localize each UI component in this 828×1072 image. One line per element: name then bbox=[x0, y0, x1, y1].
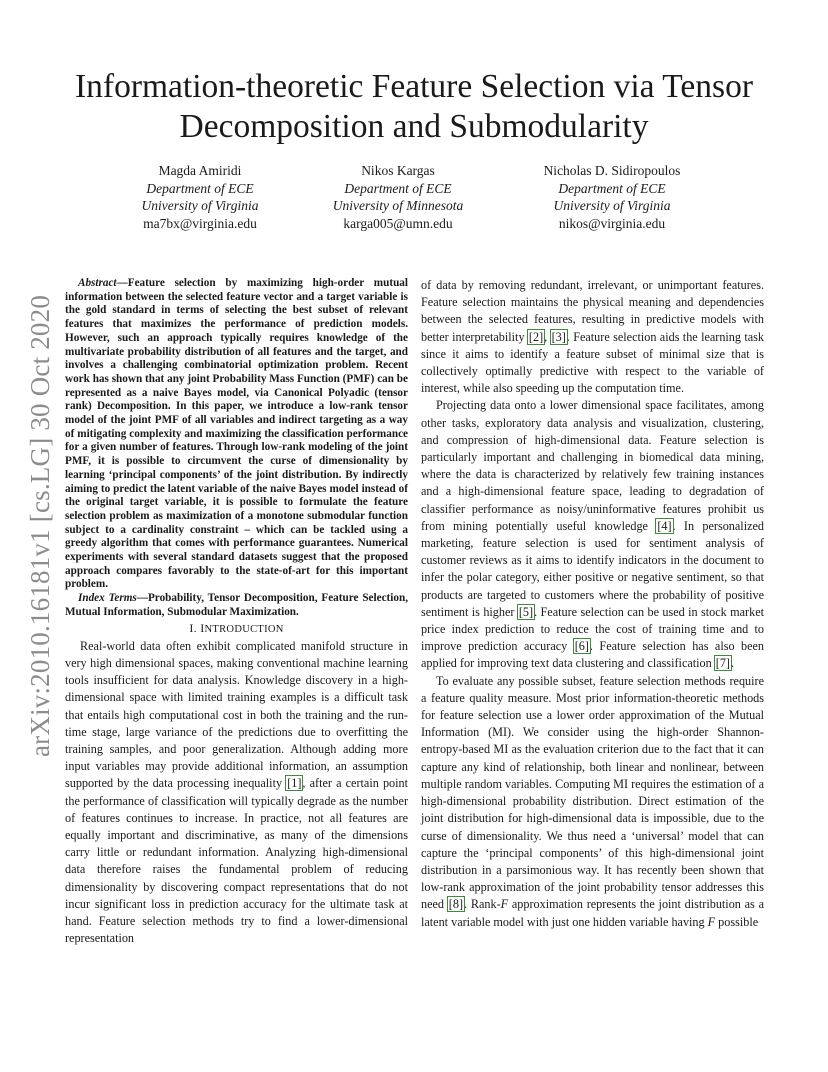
citation-link[interactable]: [1] bbox=[287, 776, 302, 791]
citation-link[interactable]: [6] bbox=[574, 639, 589, 654]
title-line-1: Information-theoretic Feature Selection via Tensor bbox=[75, 68, 753, 105]
section-number: I. bbox=[189, 620, 201, 635]
author-email[interactable]: karga005@umn.edu bbox=[343, 215, 453, 231]
math-symbol: F bbox=[500, 897, 509, 912]
author-university: University of Virginia bbox=[141, 198, 259, 213]
citation-link[interactable]: [5] bbox=[518, 604, 534, 619]
right-column bbox=[421, 277, 764, 931]
abstract-paragraph bbox=[65, 277, 408, 592]
arxiv-watermark: arXiv:2010.16181v1 [cs.LG] 30 Oct 2020 bbox=[25, 294, 55, 757]
body-text: possible bbox=[715, 914, 759, 929]
author-email[interactable]: ma7bx@virginia.edu bbox=[143, 215, 257, 231]
section-heading bbox=[65, 620, 408, 638]
author-email[interactable]: nikos@virginia.edu bbox=[558, 215, 666, 231]
title-line-2: Decomposition and Submodularity bbox=[179, 108, 649, 145]
author-block-3 bbox=[520, 162, 704, 232]
body-text: . Feature selection can be used in stock market price index prediction to reduce the cost of training time and to improve prediction accuracy bbox=[421, 604, 764, 654]
paper-title bbox=[40, 67, 788, 147]
abstract bbox=[65, 277, 408, 620]
math-symbol: F bbox=[707, 914, 716, 929]
body-text: . bbox=[731, 656, 735, 671]
body-text: approximation represents the joint distribution as a latent variable model with just one hidden variable having bbox=[421, 897, 764, 929]
intro-paragraph-1 bbox=[65, 638, 408, 948]
author-name: Nikos Kargas bbox=[361, 163, 435, 178]
author-department: Department of ECE bbox=[344, 180, 452, 196]
section-title-initial: I bbox=[200, 620, 205, 635]
author-name: Magda Amiridi bbox=[158, 163, 242, 178]
author-department: Department of ECE bbox=[146, 180, 254, 196]
body-text: . In personalized marketing, feature selection is used for sentiment analysis of customer reviews as it aims to identify indicators in the document to infer the polar category, either positive or negative sentiment, so that products are targeted to customers where the probability of positive sentiment is higher bbox=[421, 518, 764, 619]
abstract-text: —Feature selection by maximizing high-order mutual information between the selected feature vector and a target variable is the gold standard in terms of selecting the best subset of relevant features that maximizes the performance of prediction models. However, such an approach typically requires knowledge of the multivariate probability distribution of all features and the target, and involves a challenging combinatorial optimization problem. Recent work has shown that any joint Probability Mass Function (PMF) can be represented as a naive Bayes model, via Canonical Polyadic (tensor rank) Decomposition. In this paper, we introduce a low-rank tensor model of the joint PMF of all variables and indirect targeting as a way of mitigating complexity and maximizing the classification performance for a given number of features. Through low-rank modeling of the joint PMF, it is possible to circumvent the curse of dimensionality by learning ‘principal components’ of the joint distribution. By indirectly aiming to predict the latent variable of the naive Bayes model instead of the original target variable, it is possible to formulate the feature selection problem as maximization of a monotone submodular function subject to a cardinality constraint – which can be tackled using a greedy algorithm that comes with performance guarantees. Numerical experiments with several standard datasets suggest that the proposed approach compares favorably to the state-of-art for this important problem. bbox=[65, 277, 408, 591]
index-terms bbox=[65, 592, 408, 619]
body-text: of data by removing redundant, irrelevant, or unimportant features. Feature selection maintains the physical meaning and dependencies between the selected features, resulting in predictive models with better interpretability bbox=[421, 278, 764, 344]
author-block-2 bbox=[318, 162, 478, 232]
body-text: , after a certain point the performance of classification will typically degrade as the number of features continues to increase. In practice, not all features are equally important and discriminative, as many of the dimensions carry little or redundant information. Analyzing high-dimensional data therefore raises the fundamental problem of reducing dimensionality by discovering compact representations that do not incur significant loss in prediction accuracy for the ultimate task at hand. Feature selection methods try to find a lower-dimensional representation bbox=[65, 776, 408, 946]
index-terms-label: Index Terms bbox=[78, 592, 137, 605]
author-department: Department of ECE bbox=[558, 180, 666, 196]
citation-link[interactable]: [8] bbox=[448, 897, 464, 912]
body-text: . Feature selection has also been applied for improving text data clustering and classification bbox=[421, 639, 764, 671]
author-university: University of Virginia bbox=[553, 198, 671, 213]
citation-link[interactable]: [3] bbox=[551, 329, 566, 344]
author-block-1 bbox=[120, 162, 280, 232]
body-text: Projecting data onto a lower dimensional space facilitates, among other tasks, exploratory data analysis and visualization, clustering, and compression of high-dimensional data. Feature selection is particularly important and challenging in biomedical data mining, where the data is characterized by relatively few training instances and a high-dimensional feature space, leading to degradation of classifier performance as noisy/uninformative features prohibit us from mining potentially useful knowledge bbox=[421, 398, 764, 533]
citation-link[interactable]: [2] bbox=[528, 329, 544, 344]
citation-link[interactable]: [7] bbox=[715, 656, 730, 671]
body-text: Real-world data often exhibit complicated manifold structure in very high dimensional spaces, making conventional machine learning tools insufficient for data analysis. Knowledge discovery in a high-dimensional space with limited training examples is a difficult task that entails high computational cost in both the training and the run-time stage, large variance of the predictions due to overfitting the training samples, and poor generalization. Although adding more input variables may provide additional information, an assumption supported by the data processing inequality bbox=[65, 638, 408, 791]
intro-paragraph-2 bbox=[421, 397, 764, 672]
abstract-label: Abstract bbox=[78, 277, 117, 289]
left-column bbox=[65, 277, 408, 947]
index-terms-text: —Probability, Tensor Decomposition, Feature Selection, Mutual Information, Submodular Maximization. bbox=[65, 592, 408, 618]
intro-paragraph-3 bbox=[421, 673, 764, 931]
author-university: University of Minnesota bbox=[332, 198, 464, 213]
intro-paragraph-1-cont: of data by removing redundant, irrelevant, or unimportant features. Feature selection maintains the physical meaning and dependencies between the selected features, resulting in predictive models with better interpretability [2], [3]. Feature selection aids the learning task since it aims to identify a feature subset of minimal size that is collectively optimally predictive with respect to the variable of interest, while also speeding up the computation time. bbox=[421, 278, 765, 396]
section-title-rest: NTRODUCTION bbox=[204, 623, 284, 635]
citation-link[interactable]: [4] bbox=[657, 518, 672, 533]
body-text: . Feature selection aids the learning task since it aims to identify a feature subset of minimal size that is collectively optimally predictive with respect to the variable of interest, while also speeding up the computation time. bbox=[421, 329, 765, 396]
body-text: To evaluate any possible subset, feature selection methods require a feature quality measure. Most prior information-theoretic methods for feature selection use a lower order approximation of the Mutual Information (MI). We consider using the high-order Shannon-entropy-based MI as the evaluation criterion due to the fact that it can capture any kind of relationship, both linear and nonlinear, between multiple random variables. Computing MI requires the estimation of a high-dimensional probability distribution. Direct estimation of the joint distribution for high-dimensional data is impossible, due to the curse of dimensionality. We thus need a ‘universal’ model that can capture the ‘principal components’ of this high-dimensional joint distribution in a parsimonious way. It has recently been shown that low-rank approximation of the joint probability tensor addresses this need bbox=[421, 673, 764, 912]
author-name: Nicholas D. Sidiropoulos bbox=[543, 163, 681, 178]
body-text: . Rank- bbox=[464, 897, 501, 912]
